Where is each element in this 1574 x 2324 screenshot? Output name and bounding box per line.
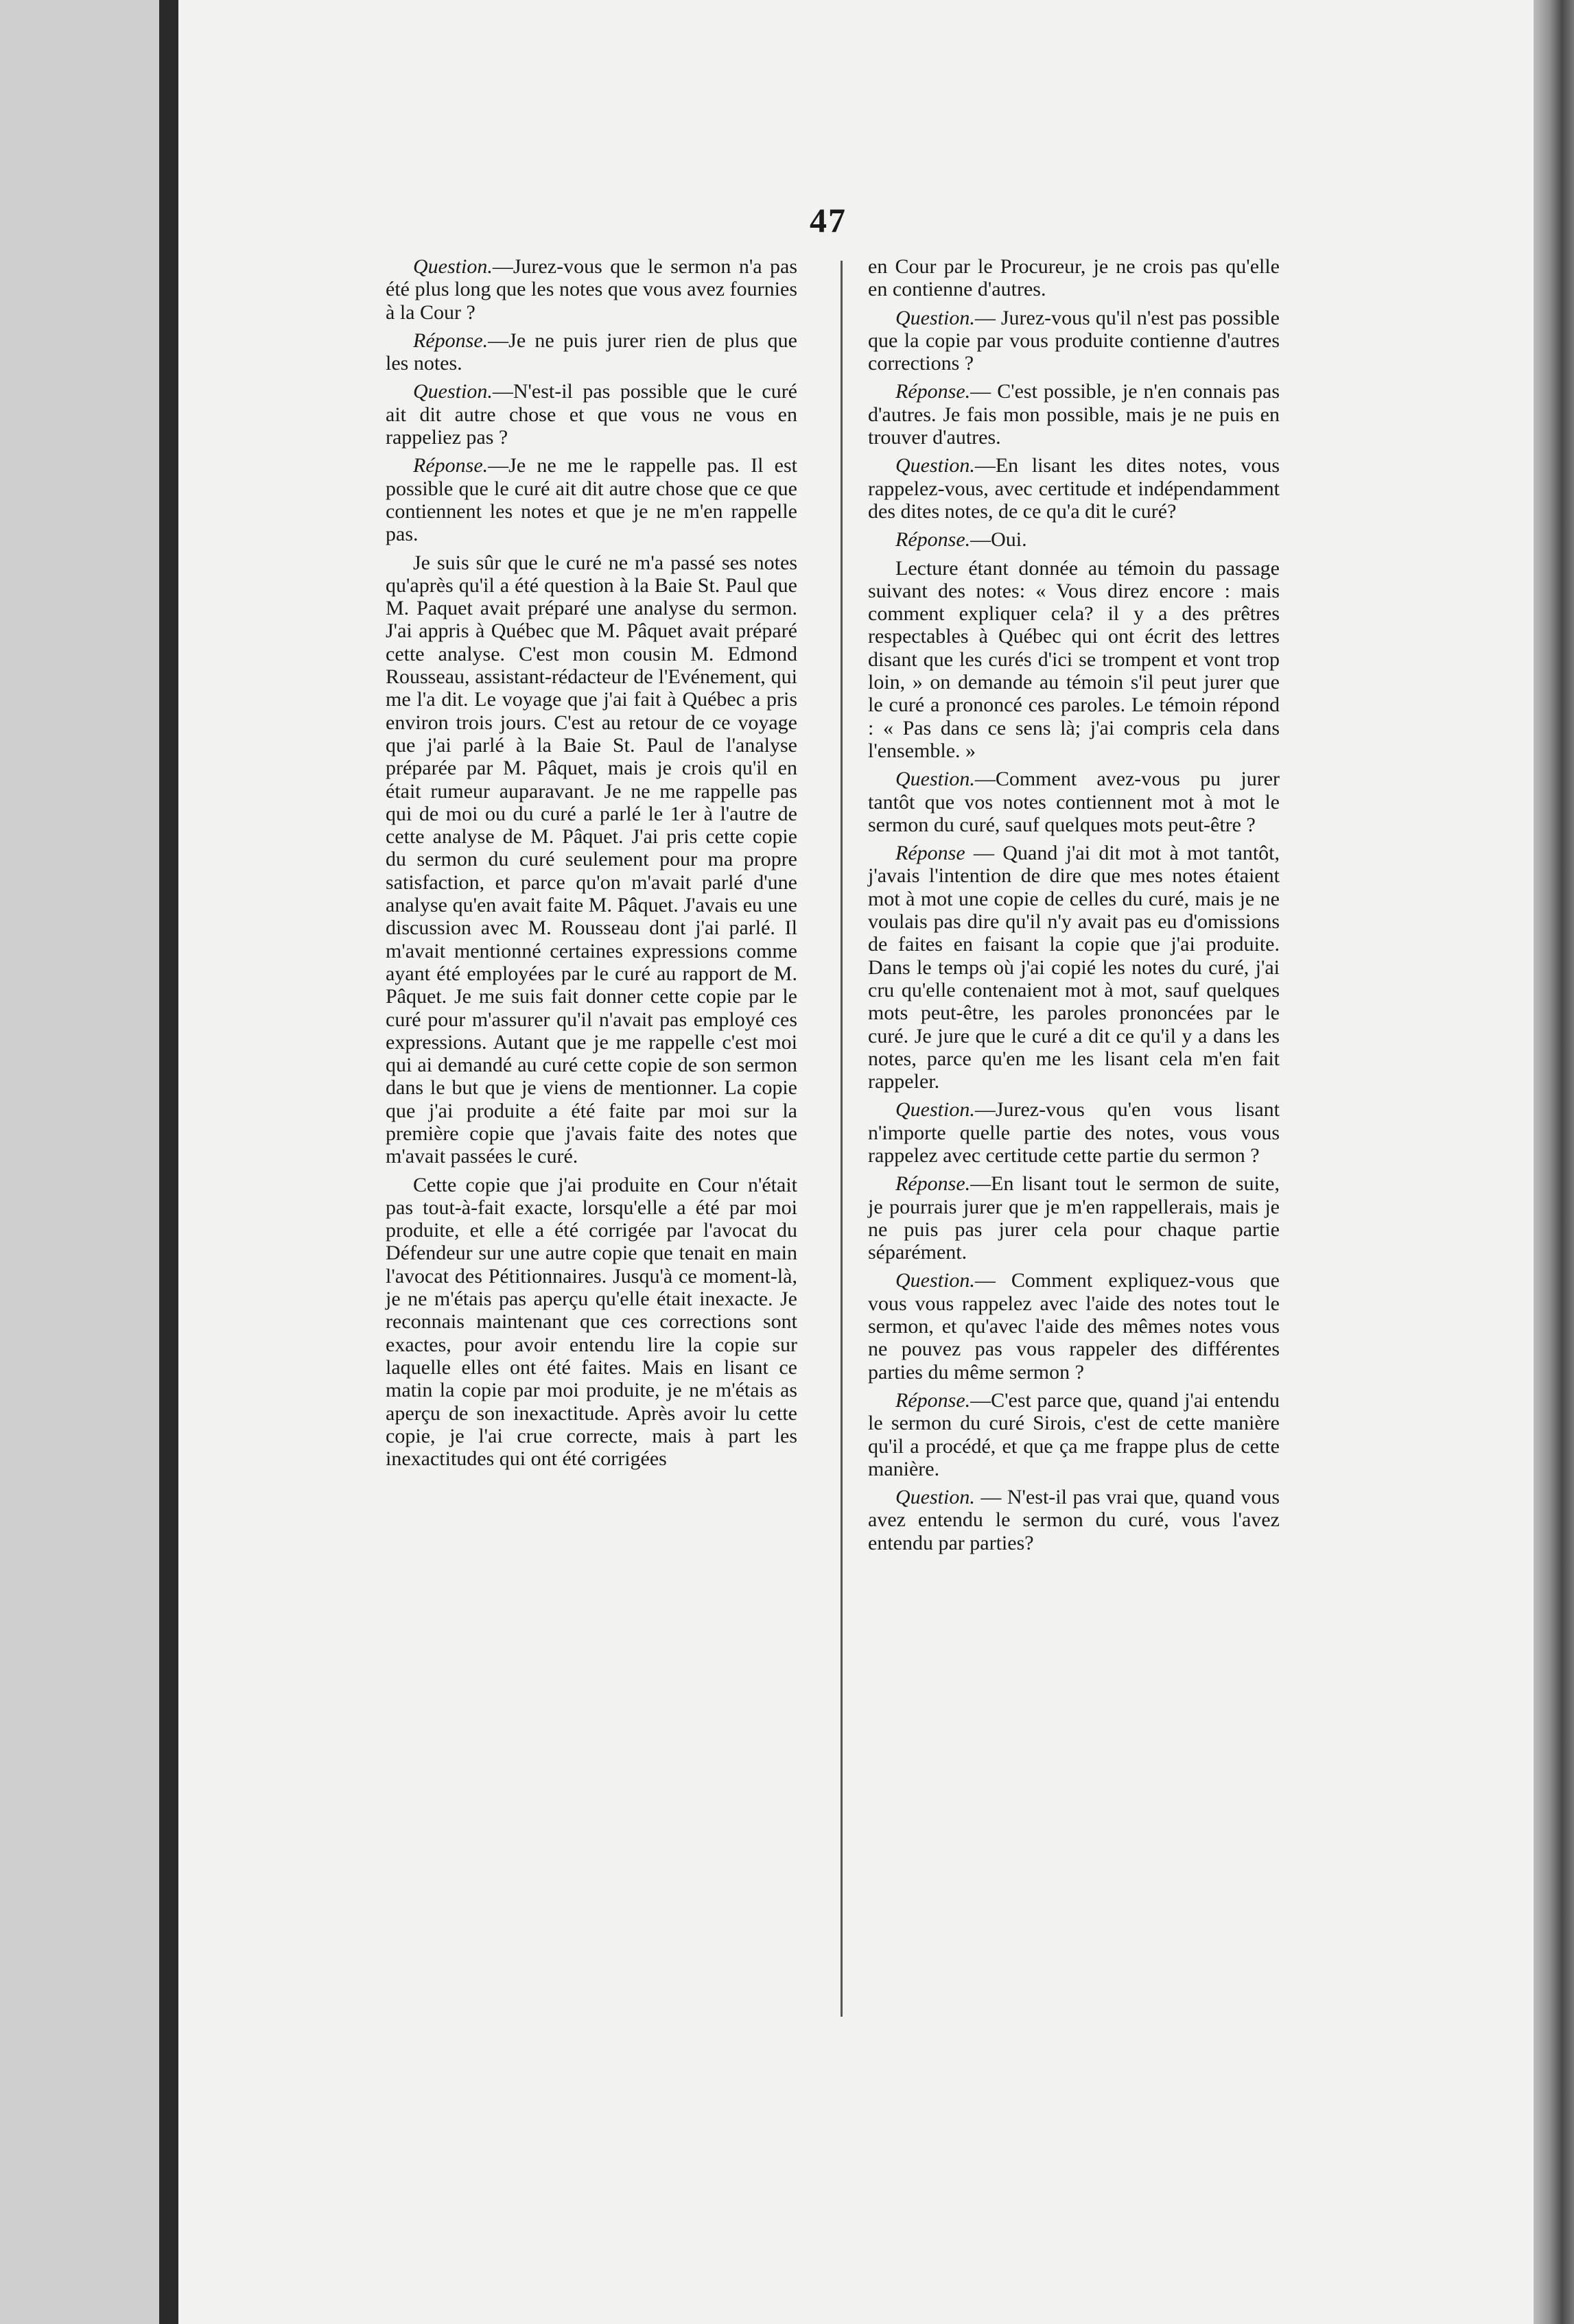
paragraph-text: — Quand j'ai dit mot à mot tantôt, j'avais l'intention de dire que mes notes étaient mot à mot une copie de celles du curé, mais je ne voulais pas dire qu'il n'y avait pas eu d'omissions de faites en faisant la copie que j'ai produite. Dans le temps où j'ai copié les notes du curé, j'ai cru qu'elle contenaient mot à mot, sauf quelques mots peut-être, les paroles prononcées par le curé. Je jure que le curé a dit ce qu'il y a dans les notes, parce qu'en me les lisant cela m'en fait rappeler. — [868, 842, 1280, 1093]
paragraph — [868, 454, 1280, 523]
paragraph — [868, 1172, 1280, 1264]
paragraph — [868, 307, 1280, 375]
speaker-label: Question. — [895, 1098, 975, 1122]
paragraph — [868, 528, 1280, 551]
paragraph-text: —En lisant tout le sermon de suite, je pourrais jurer que je m'en rappellerais, mais je ne puis pas jurer cela pour chaque partie séparément. — [868, 1172, 1280, 1264]
document-page — [178, 0, 1534, 2324]
speaker-label: Réponse. — [895, 528, 971, 552]
paragraph-text: —Jurez-vous qu'en vous lisant n'importe quelle partie des notes, vous vous rappelez avec certitude cette partie du sermon ? — [868, 1098, 1280, 1167]
speaker-label: Réponse — [895, 842, 965, 865]
paragraph-text: Lecture étant donnée au témoin du passage suivant des notes: « Vous direz encore : mais comment expliquer cela? il y a des prêtres respectables à Québec qui ont écrit des lettres disant que les curés d'ici se trompent et vont trop loin, » on demande au témoin s'il peut jurer que le curé a prononcé ces paroles. Le témoin répond : « Pas dans ce sens là; j'ai compris cela dans l'ensemble. » — [868, 556, 1280, 762]
page-edge-right — [1534, 0, 1574, 2324]
speaker-label: Réponse. — [413, 329, 489, 352]
speaker-label: Question. — [413, 255, 493, 278]
paragraph — [386, 454, 797, 545]
binding-shadow — [159, 0, 178, 2324]
paragraph-text: — Comment expliquez-vous que vous vous rappelez avec l'aide des notes tout le sermon, et qu'avec l'aide des mêmes notes vous ne pouvez pas vous rappeler des différentes parties du même sermon ? — [868, 1269, 1280, 1384]
right-column — [868, 255, 1280, 1560]
speaker-label: Réponse. — [895, 380, 971, 403]
paragraph — [386, 255, 797, 324]
speaker-label: Question. — [895, 306, 975, 329]
paragraph-text: — Jurez-vous qu'il n'est pas possible que la copie par vous produite contienne d'autres corrections ? — [868, 306, 1280, 375]
paragraph — [386, 329, 797, 375]
paragraph — [868, 842, 1280, 1093]
paragraph — [868, 1269, 1280, 1383]
paragraph-text: Je suis sûr que le curé ne m'a passé ses notes qu'après qu'il a été question à la Baie St. Paul que M. Paquet avait préparé une analyse du sermon. J'ai appris à Québec que M. Pâquet avait préparé cette analyse. C'est mon cousin M. Edmond Rousseau, assistant-rédacteur de l'Evénement, qui me l'a dit. Le voyage que j'ai fait à Québec a pris environ trois jours. C'est au retour de ce voyage que j'ai parlé à la Baie St. Paul de l'analyse préparée par M. Pâquet, mais je crois qu'il en était rumeur auparavant. Je ne me rappelle pas qui de moi ou du curé a parlé le 1er à l'autre de cette analyse de M. Pâquet. J'ai pris cette copie du sermon du curé seulement pour ma propre satisfaction, et parce qu'on m'avait parlé d'une analyse qu'en avait faite M. Pâquet. J'avais eu une discussion avec M. Rousseau dont j'ai parlé. Il m'avait mentionné certaines expressions comme ayant été employées par le curé au rapport de M. Pâquet. Je me suis fait donner cette copie par le curé pour m'assurer qu'il n'avait pas employé ces expressions. Autant que je me rappelle c'est moi qui ai demandé au curé cette copie de son sermon dans le but que je viens de mentionner. La copie que j'ai produite a été faite par moi sur la première copie que j'avais faite des notes que m'avait passées le curé. — [386, 551, 797, 1168]
paragraph — [386, 552, 797, 1168]
speaker-label: Question. — [895, 454, 975, 477]
speaker-label: Question. — [895, 768, 975, 791]
left-column — [386, 255, 797, 1475]
speaker-label: Question. — [895, 1486, 975, 1509]
paragraph-text: —Je ne puis jurer rien de plus que les notes. — [386, 329, 797, 375]
column-divider — [841, 261, 843, 2017]
paragraph-text: —N'est-il pas possible que le curé ait dit autre chose et que vous ne vous en rappeliez pas ? — [386, 380, 797, 449]
paragraph-text: —Oui. — [970, 528, 1027, 552]
paragraph-text: Cette copie que j'ai produite en Cour n'était pas tout-à-fait exacte, lorsqu'elle a été par moi produite, et elle a été corrigée par l'avocat du Défendeur sur une autre copie que tenait en main l'avocat des Pétitionnaires. Jusqu'à ce moment-là, je ne m'étais pas aperçu qu'elle était inexacte. Je reconnais maintenant que ces corrections sont exactes, pour avoir entendu lire la copie sur laquelle elles ont été faites. Mais en lisant ce matin la copie par moi produite, je ne m'étais as aperçu de son inexactitude. Après avoir lu cette copie, je l'ai crue correcte, mais à part les inexactitudes qui ont été corrigées — [386, 1173, 797, 1471]
paragraph — [386, 1174, 797, 1471]
paragraph — [868, 557, 1280, 763]
speaker-label: Réponse. — [895, 1388, 971, 1412]
speaker-label: Réponse. — [413, 454, 489, 477]
paragraph-text: — N'est-il pas vrai que, quand vous avez entendu le sermon du curé, vous l'avez entendu par parties? — [868, 1486, 1280, 1554]
paragraph-text: — C'est possible, je n'en connais pas d'autres. Je fais mon possible, mais je ne puis en trouver d'autres. — [868, 380, 1280, 449]
page-number: 47 — [810, 201, 847, 239]
speaker-label: Réponse. — [895, 1172, 971, 1196]
speaker-label: Question. — [895, 1269, 975, 1292]
paragraph-text: —C'est parce que, quand j'ai entendu le sermon du curé Sirois, c'est de cette manière qu'il a procédé, et que ça me frappe plus de cette manière. — [868, 1388, 1280, 1480]
paragraph — [868, 255, 1280, 301]
paragraph-text: —Comment avez-vous pu jurer tantôt que vos notes contiennent mot à mot le sermon du curé, sauf quelques mots peut-être ? — [868, 768, 1280, 836]
paragraph — [868, 1098, 1280, 1167]
paragraph — [868, 1486, 1280, 1554]
paragraph — [868, 380, 1280, 449]
speaker-label: Question. — [413, 380, 493, 403]
paragraph-text: en Cour par le Procureur, je ne crois pas qu'elle en contienne d'autres. — [868, 255, 1280, 301]
scan-background-left — [0, 0, 159, 2324]
paragraph — [386, 380, 797, 449]
paragraph — [868, 1389, 1280, 1480]
paragraph — [868, 768, 1280, 836]
paragraph-text: —En lisant les dites notes, vous rappelez-vous, avec certitude et indépendamment des dites notes, de ce qu'a dit le curé? — [868, 454, 1280, 523]
paragraph-text: —Jurez-vous que le sermon n'a pas été plus long que les notes que vous avez fournies à la Cour ? — [386, 255, 797, 324]
paragraph-text: —Je ne me le rappelle pas. Il est possible que le curé ait dit autre chose que ce que contiennent les notes et que je ne m'en rappelle pas. — [386, 454, 797, 546]
